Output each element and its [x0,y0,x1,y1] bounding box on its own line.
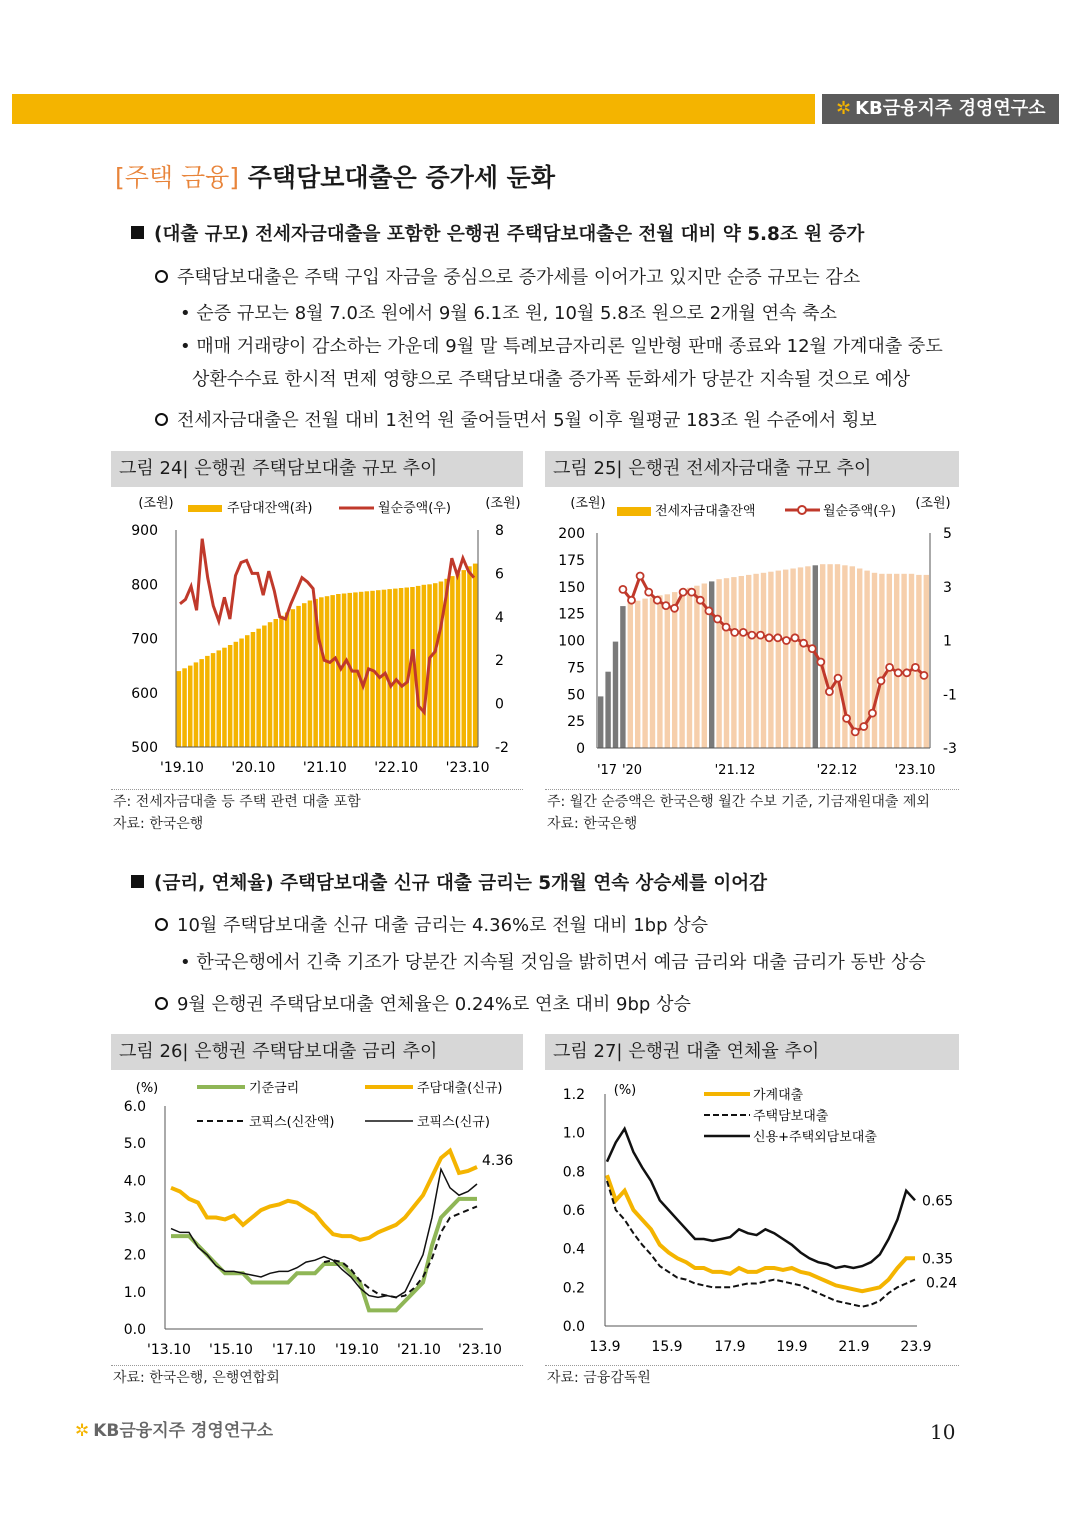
line-marker [783,637,790,644]
y-tick-left: 900 [131,523,158,539]
x-tick: '19.10 [335,1342,379,1358]
y-tick: 1.0 [562,1125,585,1142]
y-tick: 0.0 [123,1322,146,1338]
line-marker [869,710,876,717]
bar [251,632,256,747]
line-marker [654,597,661,604]
x-tick: '23.10 [458,1342,502,1358]
line-marker [748,632,755,639]
section2-heading-text: (금리, 연체율) 주택담보대출 신규 대출 금리는 5개월 연속 상승세를 이어감 [154,873,768,894]
bar [687,588,692,748]
bar [211,653,216,747]
page-title [115,158,555,194]
annotation: 4.36 [482,1152,514,1169]
figure-24-source: 자료: 한국은행 [113,816,204,832]
y-tick-left: 150 [558,579,585,596]
x-tick: '20 [621,763,643,778]
bar [761,573,766,748]
title-text: 주택담보대출은 증가세 둔화 [239,163,555,192]
bar [262,626,267,748]
x-tick: '22.12 [816,763,858,778]
divider [111,789,523,790]
y-tick-right: 2 [495,653,504,670]
bar [665,594,670,748]
bar [296,606,301,747]
bar [753,574,758,748]
line-marker [714,616,721,623]
bar [894,574,899,748]
bar [199,659,204,747]
bar [319,597,324,747]
right-unit: (조원) [485,496,521,511]
section2-bullet-2-text: 9월 은행권 주택담보대출 연체율은 0.24%로 연초 대비 9bp 상승 [177,994,691,1015]
x-tick: 23.9 [900,1339,932,1355]
bar [325,596,330,747]
bar [790,569,795,749]
bar [694,586,699,748]
bar [342,594,347,748]
bar [399,588,404,747]
line-marker [645,589,652,596]
left-unit: (조원) [138,496,174,511]
y-tick: 3.0 [123,1210,146,1227]
line-series [607,1129,915,1268]
bar [234,642,239,747]
bar [291,609,296,747]
line-series [171,1169,477,1297]
x-tick: '20.10 [231,760,276,776]
x-tick: '17 [596,763,618,778]
line-marker [637,573,644,580]
legend-label: 주담대출(신규) [417,1081,503,1096]
divider [111,1365,523,1366]
bar [783,570,788,748]
bar [467,566,472,747]
x-tick: 21.9 [838,1339,870,1355]
y-tick: 0.8 [562,1164,585,1181]
left-unit: (조원) [570,496,606,511]
footer-brand-name: KB금융지주 경영연구소 [93,1421,274,1441]
y-tick: 0.2 [562,1280,585,1297]
y-tick-right: 6 [495,566,504,583]
legend-swatch-bar [617,507,651,516]
legend-label: 주택담보대출 [753,1109,829,1124]
footer-brand [75,1416,273,1441]
figure-24-title: 그림 24| 은행권 주택담보대출 규모 추이 [111,451,523,487]
line-marker [878,677,885,684]
bar [450,576,455,747]
header-brand [822,94,1059,124]
bar [724,578,729,748]
bar [462,570,467,747]
x-tick: '23.10 [894,763,936,778]
y-tick: 1.0 [123,1284,146,1301]
brand-name: KB금융지주 경영연구소 [855,98,1046,119]
bar [433,583,438,747]
y-tick-right: -1 [943,687,957,704]
section2-bullet-1-text: 10월 주택담보대출 신규 대출 금리는 4.36%로 전월 대비 1bp 상승 [177,915,709,936]
x-tick: 19.9 [776,1339,808,1355]
y-tick: 1.2 [562,1087,585,1103]
bar [456,573,461,747]
bar [835,564,840,748]
figure-25-source: 자료: 한국은행 [547,816,638,832]
header-accent-bar [12,94,815,124]
y-tick-left: 100 [558,633,585,650]
x-tick: '19.10 [160,760,204,776]
section2-sub-1: • 한국은행에서 긴축 기조가 당분간 지속될 것임을 밝히면서 예금 금리와 대출 금리가 동반 상승 [180,952,926,973]
figure-26-title: 그림 26| 은행권 주택담보대출 금리 추이 [111,1034,523,1070]
line-series [171,1199,477,1311]
bar [359,592,364,747]
y-tick-left: 0 [576,741,585,757]
bar [605,672,610,748]
y-tick-left: 500 [131,740,158,756]
figure-25-title: 그림 25| 은행권 전세자금대출 규모 추이 [545,451,959,487]
bar [746,575,751,748]
y-tick-right: 4 [495,609,504,626]
y-tick-left: 75 [567,660,585,677]
bar [382,590,387,747]
bar [642,599,647,748]
unit: (%) [613,1083,637,1098]
y-tick-right: 5 [943,526,952,542]
line-marker [860,723,867,730]
bar [850,566,855,748]
line-marker [688,589,695,596]
section1-bullet-2 [155,406,877,432]
section1-bullet-1-text: 주택담보대출은 주택 구입 자금을 중심으로 증가세를 이어가고 있지만 순증 규모는 감소 [177,267,861,288]
x-tick: '23.10 [445,760,490,776]
line-marker [826,688,833,695]
line-marker [723,624,730,631]
bar [194,662,199,747]
legend-label: 기준금리 [249,1081,300,1096]
legend-swatch-bar [188,505,222,512]
line-marker [774,634,781,641]
legend-label: 월순증액(우) [823,504,896,519]
bar [613,642,618,748]
page-number: 10 [930,1420,956,1444]
y-tick: 4.0 [123,1173,146,1190]
bar [188,666,193,747]
figure-26-source: 자료: 한국은행, 은행연합회 [113,1370,280,1386]
y-tick: 6.0 [123,1099,146,1115]
figure-27-title: 그림 27| 은행권 대출 연체율 추이 [545,1034,959,1070]
x-tick: 13.9 [589,1339,621,1355]
line-marker [800,640,807,647]
section1-sub-2a: • 매매 거래량이 감소하는 가운데 9월 말 특례보금자리론 일반형 판매 종료와 12월 가계대출 중도 [180,336,943,357]
y-tick-left: 800 [131,577,158,594]
bar [716,579,721,748]
bar [217,650,222,747]
y-tick-left: 600 [131,685,158,702]
bar [820,564,825,748]
legend-label: 코픽스(신규) [417,1115,490,1130]
section2-heading [131,869,767,895]
bar [827,564,832,748]
bar [268,622,273,747]
y-tick-left: 175 [558,552,585,569]
x-tick: '17.10 [272,1342,316,1358]
legend-marker [798,506,806,514]
x-tick: '21.12 [714,763,756,778]
divider [545,789,959,790]
bar [798,567,803,748]
bar [473,564,478,747]
section1-heading [131,220,864,246]
bar [916,575,921,748]
line-marker [766,634,773,641]
bar [308,601,313,748]
kb-star-icon: ✲ [836,98,852,119]
section1-sub-2b: 상환수수료 한시적 면제 영향으로 주택담보대출 증가폭 둔화세가 당분간 지속될 것으로 예상 [192,369,910,390]
right-unit: (조원) [915,496,951,511]
figure-24-note: 주: 전세자금대출 등 주택 관련 대출 포함 [113,794,361,810]
legend-label: 주담대잔액(좌) [227,501,313,516]
y-tick-right: -3 [943,741,957,757]
bar [887,574,892,748]
y-tick: 0.4 [562,1241,585,1258]
bar [416,586,421,747]
line-marker [662,602,669,609]
bar [177,671,182,747]
line-marker [886,664,893,671]
figure-25-note: 주: 월간 순증액은 한국은행 월간 수보 기준, 기금재원대출 제외 [547,794,930,810]
bar [302,603,307,747]
line-marker [757,632,764,639]
section2-bullet-2 [155,990,691,1016]
y-tick: 5.0 [123,1136,146,1153]
circle-bullet-icon [155,918,168,931]
bar [709,581,714,748]
bar [245,635,250,747]
line-marker [680,589,687,596]
line-marker [843,715,850,722]
y-tick: 0.6 [562,1203,585,1219]
bar [857,569,862,749]
figure-25-chart [545,487,959,785]
legend-label: 가계대출 [753,1088,804,1103]
y-tick-right: 3 [943,579,952,596]
unit: (%) [135,1081,159,1096]
bar [731,577,736,748]
figure-26-chart [111,1070,523,1364]
bar [679,590,684,748]
section1-heading-text: (대출 규모) 전세자금대출을 포함한 은행권 주택담보대출은 전월 대비 약 5.8조 원 증가 [154,224,865,245]
bar [768,572,773,748]
bar [650,598,655,749]
x-tick: '22.10 [374,760,419,776]
y-tick-left: 700 [131,631,158,648]
bar [628,603,633,748]
bar [672,592,677,748]
bar [405,588,410,748]
circle-bullet-icon [155,997,168,1010]
bar [376,590,381,747]
figure-27-source: 자료: 금융감독원 [547,1370,651,1386]
title-tag: [주택 금융] [115,163,240,192]
figure-24-chart [111,487,523,785]
annotation: 0.24 [926,1275,958,1292]
bar [657,595,662,748]
bar [805,566,810,748]
line-marker [912,664,919,671]
kb-star-icon: ✲ [75,1421,90,1441]
line-marker [731,629,738,636]
bar [182,668,187,747]
bar [872,573,877,748]
line-marker [619,586,626,593]
bar [228,645,233,747]
bar [205,656,210,747]
line-marker [740,629,747,636]
bar [909,574,914,748]
bar [739,576,744,748]
figure-27-chart [545,1070,959,1364]
line-marker [705,607,712,614]
x-tick: '15.10 [209,1342,253,1358]
line-marker [628,597,635,604]
bar [598,696,603,748]
section1-sub-1: • 순증 규모는 8월 7.0조 원에서 9월 6.1조 원, 10월 5.8조 원으로 2개월 연속 축소 [180,303,837,324]
y-tick: 0.0 [562,1319,585,1335]
bar [776,571,781,748]
divider [545,1365,959,1366]
bar [439,582,444,748]
section2-bullet-1 [155,911,708,937]
line-marker [671,605,678,612]
bar [274,619,279,747]
line-marker [852,728,859,735]
x-tick: '21.10 [302,760,347,776]
bar [336,594,341,747]
annotation: 0.65 [922,1193,954,1210]
annotation: 0.35 [922,1251,954,1268]
y-tick-left: 25 [567,714,585,731]
line-marker [792,634,799,641]
legend-label: 월순증액(우) [378,501,451,516]
bar [879,574,884,748]
bar [620,606,625,748]
line-marker [903,669,910,676]
legend-label: 신용+주택외담보대출 [753,1130,877,1145]
line-marker [835,675,842,682]
legend-label: 전세자금대출잔액 [655,504,756,519]
bar [330,595,335,747]
line-marker [809,645,816,652]
line-series [171,1151,477,1240]
bar [387,589,392,747]
y-tick-right: 8 [495,523,504,539]
x-tick: '13.10 [147,1342,191,1358]
bar [222,648,227,747]
bar [256,629,261,747]
square-bullet-icon [131,875,144,888]
legend-label: 코픽스(신잔액) [249,1115,335,1130]
y-tick-left: 200 [558,526,585,542]
section1-bullet-2-text: 전세자금대출은 전월 대비 1천억 원 줄어들면서 5월 이후 월평균 183조 원 수준에서 횡보 [177,410,877,431]
x-tick: 17.9 [714,1339,746,1355]
bar [393,589,398,747]
y-tick-right: 0 [495,696,504,713]
circle-bullet-icon [155,270,168,283]
section1-bullet-1 [155,263,860,289]
bar [239,639,244,748]
x-tick: 15.9 [651,1339,683,1355]
y-tick-right: 1 [943,633,952,650]
bar [635,601,640,748]
y-tick-left: 50 [567,687,585,704]
y-tick-right: -2 [495,740,509,756]
y-tick: 2.0 [123,1247,146,1264]
line-marker [921,672,928,679]
circle-bullet-icon [155,413,168,426]
bar [924,575,929,748]
line-marker [817,659,824,666]
square-bullet-icon [131,226,144,239]
bar [279,616,284,747]
bar [422,585,427,747]
line-marker [697,597,704,604]
line-marker [895,669,902,676]
bar [285,613,290,748]
x-tick: '21.10 [397,1342,441,1358]
y-tick-left: 125 [558,606,585,623]
bar [901,574,906,748]
